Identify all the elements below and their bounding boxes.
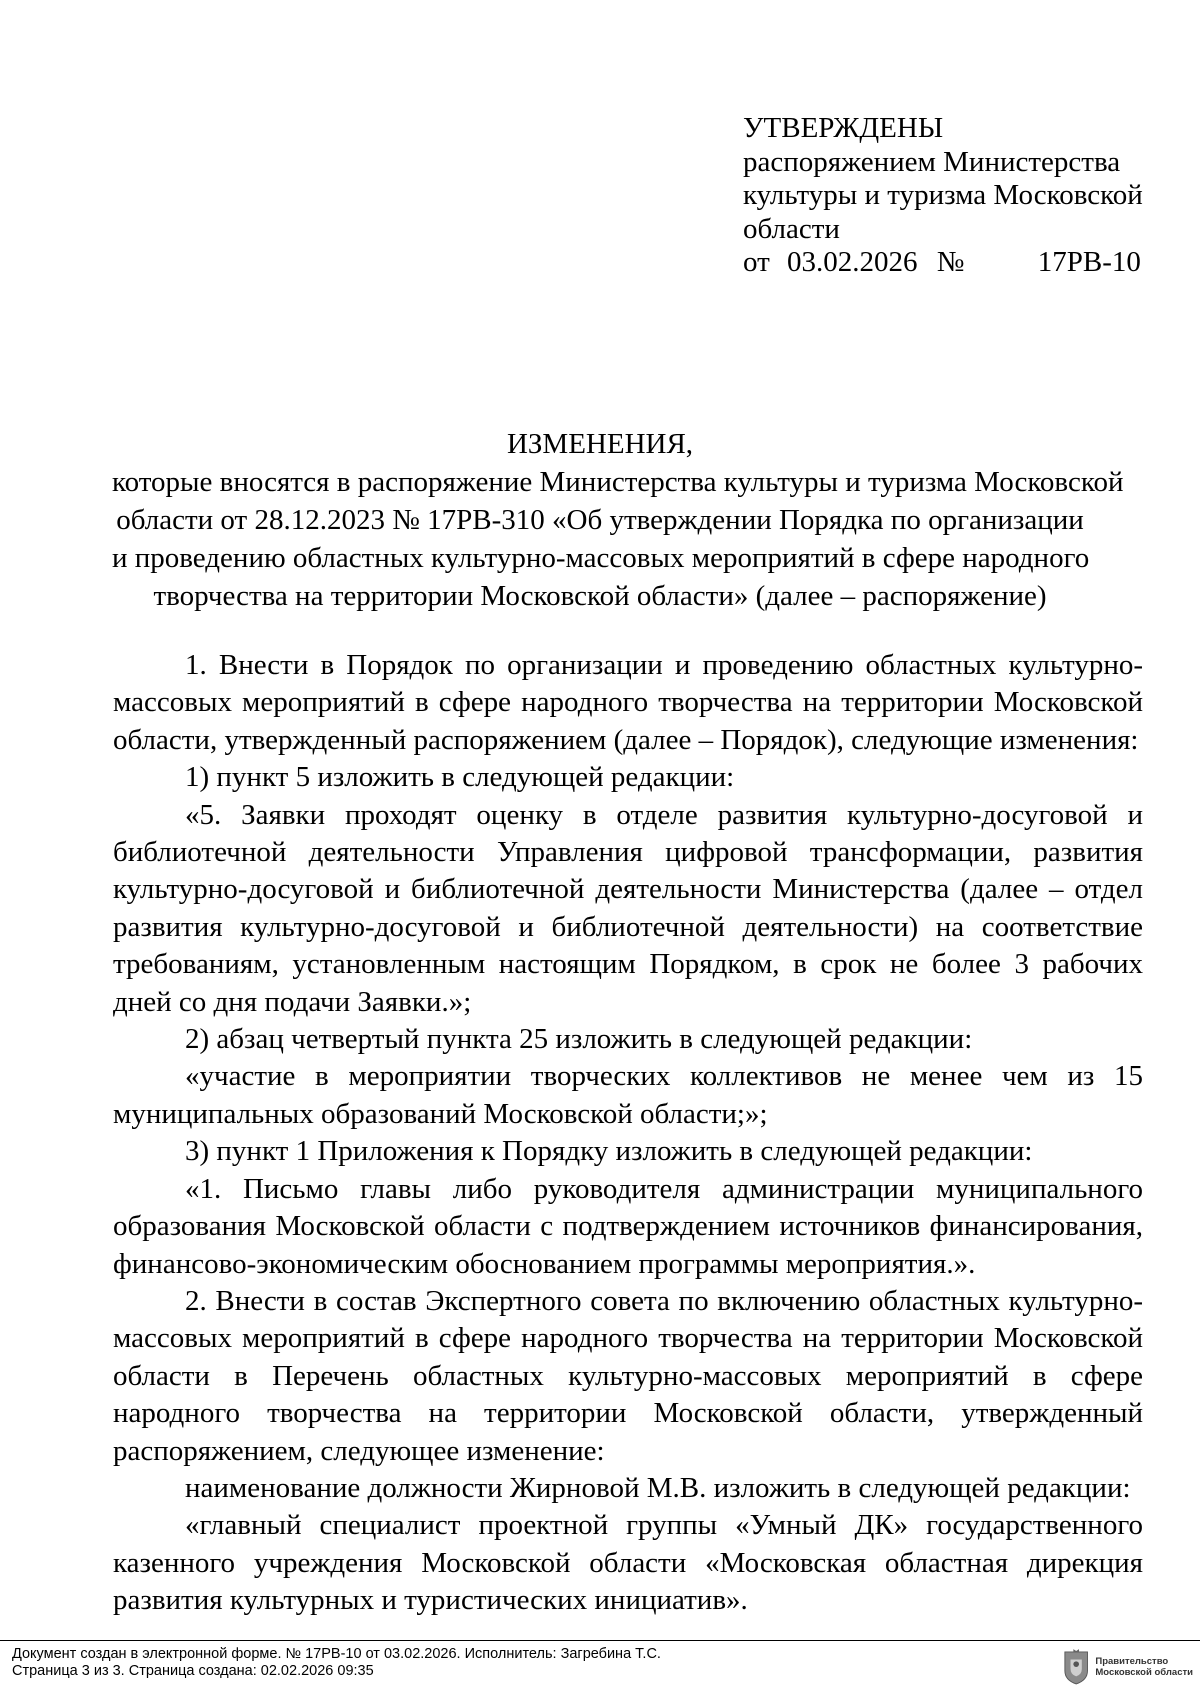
paragraph-quote-point-5: «5. Заявки проходят оценку в отделе развития культурно-досуговой и библиотечной деятельности Управления цифровой трансформации, развития культурно-досуговой и библиотечной деятельности Министерства (далее – отдел развития культурно-досуговой и библиотечной деятельности) на соответствие требованиям, установленным настоящим Порядком, в срок не более 3 рабочих дней со дня подачи Заявки.»; bbox=[113, 798, 1143, 1018]
approval-date: 03.02.2026 bbox=[787, 246, 918, 278]
footer-divider bbox=[0, 1640, 1200, 1641]
footer-line-1: Документ создан в электронной форме. № 17РВ-10 от 03.02.2026. Исполнитель: Загребина Т.С. bbox=[12, 1646, 661, 1662]
approval-line-3: области bbox=[743, 212, 840, 245]
paragraph-item-2: 2. Внести в состав Экспертного совета по включению областных культурно-массовых мероприятий в сфере народного творчества на территории Московской области в Перечень областных культурно-массовых мероприятий в сфере народного творчества на территории Московской области, утвержденный распоряжением, следующее изменение: bbox=[113, 1284, 1143, 1467]
approval-number: 17РВ-10 bbox=[1037, 246, 1141, 278]
paragraph-quote-point-25: «участие в мероприятии творческих коллективов не менее чем из 15 муниципальных образований Московской области;»; bbox=[113, 1060, 1143, 1130]
heading-line: творчества на территории Московской области» (далее – распоряжение) bbox=[153, 580, 1047, 612]
heading-line: которые вносятся в распоряжение Министерства культуры и туризма Московской bbox=[112, 466, 1124, 498]
heading-title: ИЗМЕНЕНИЯ, bbox=[506, 428, 694, 460]
number-sign: № bbox=[936, 246, 965, 278]
document-body bbox=[113, 647, 1143, 1620]
heading-line: области от 28.12.2023 № 17РВ-310 «Об утверждении Порядка по организации bbox=[116, 504, 1084, 536]
page-footer bbox=[12, 1646, 661, 1680]
logo-line-1: Правительство bbox=[1095, 1656, 1169, 1667]
logo-text bbox=[1095, 1656, 1193, 1678]
approval-stamp bbox=[743, 112, 1163, 280]
paragraph-subitem-3: 3) пункт 1 Приложения к Порядку изложить в следующей редакции: bbox=[185, 1135, 1033, 1168]
paragraph-quote-appendix: «1. Письмо главы либо руководителя администрации муниципального образования Московской области с подтверждением источников финансирования, финансово-экономическим обоснованием программы мероприятия.». bbox=[113, 1172, 1143, 1280]
approval-line-1: распоряжением Министерства bbox=[743, 145, 1121, 178]
paragraph-quote-position: «главный специалист проектной группы «Умный ДК» государственного казенного учреждения Московской области «Московская областная дирекция развития культурных и туристических инициатив». bbox=[113, 1509, 1143, 1617]
footer-line-2: Страница 3 из 3. Страница создана: 02.02.2026 09:35 bbox=[12, 1663, 374, 1679]
approval-line-2: культуры и туризма Московской bbox=[743, 179, 1143, 211]
heading-line: и проведению областных культурно-массовых мероприятий в сфере народного bbox=[112, 542, 1090, 574]
approval-date-line bbox=[743, 246, 1163, 280]
document-heading bbox=[112, 425, 1124, 615]
paragraph-position-title: наименование должности Жирновой М.В. изложить в следующей редакции: bbox=[185, 1471, 1131, 1504]
government-logo bbox=[1063, 1645, 1193, 1689]
paragraph-subitem-1: 1) пункт 5 изложить в следующей редакции: bbox=[185, 761, 735, 794]
paragraph-subitem-2: 2) абзац четвертый пункта 25 изложить в следующей редакции: bbox=[185, 1023, 973, 1056]
approval-title: УТВЕРЖДЕНЫ bbox=[743, 112, 944, 144]
coat-of-arms-icon bbox=[1063, 1647, 1089, 1687]
date-prefix: от bbox=[743, 246, 770, 278]
logo-line-2: Московской области bbox=[1095, 1667, 1193, 1678]
paragraph-item-1: 1. Внести в Порядок по организации и проведению областных культурно-массовых мероприятий в сфере народного творчества на территории Московской области, утвержденный распоряжением (далее – Порядок), следующие изменения: bbox=[113, 649, 1143, 756]
